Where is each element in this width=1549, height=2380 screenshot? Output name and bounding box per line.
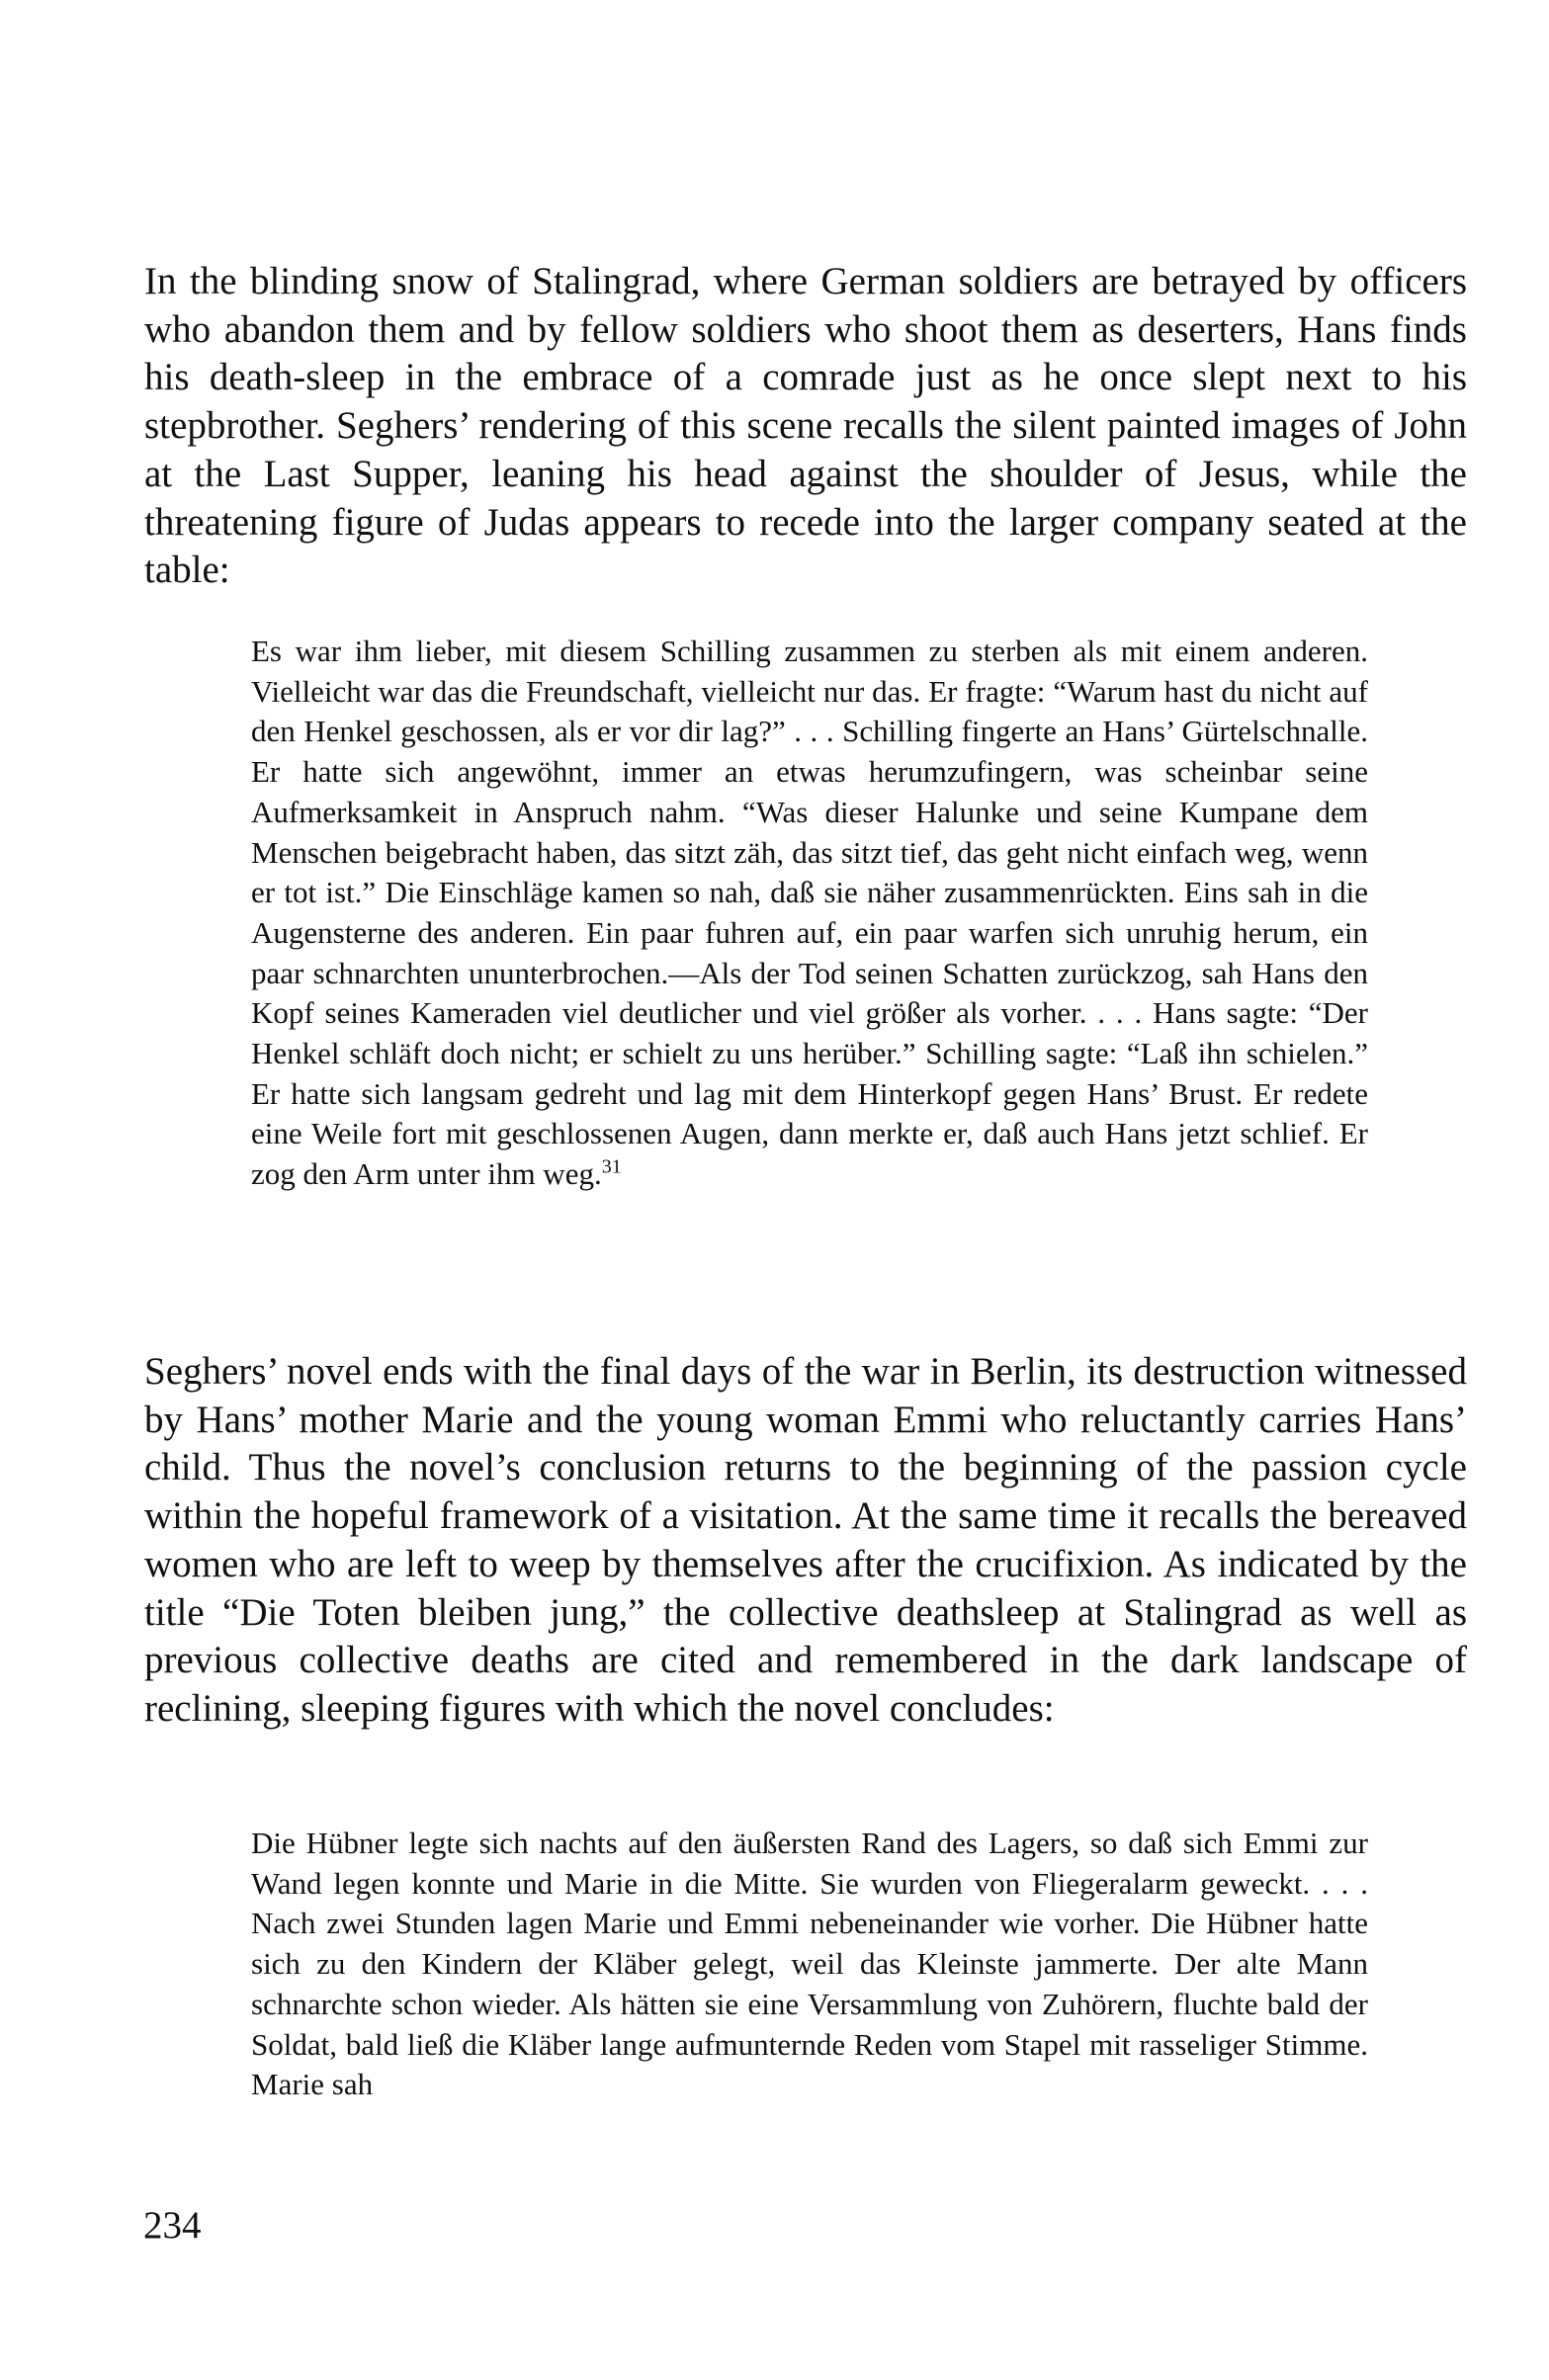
block-quote-schilling [251,632,1368,1195]
block-quote-huebner: Die Hübner legte sich nachts auf den äußersten Rand des Lagers, so daß sich Emmi zur Wand legen konnte und Marie in die Mitte. Sie wurden von Fliegeralarm geweckt. . . . Nach zwei Stunden lagen Marie und Emmi nebeneinander wie vorher. Die Hübner hatte sich zu den Kindern der Kläber gelegt, weil das Kleinste jammerte. Der alte Mann schnarchte schon wieder. Als hätten sie eine Versammlung von Zuhörern, fluchte bald der Soldat, bald ließ die Kläber lange aufmunternde Reden vom Stapel mit rasseliger Stimme. Marie sah [251,1826,1368,2102]
body-paragraph-stalingrad: In the blinding snow of Stalingrad, where German soldiers are betrayed by officers who abandon them and by fellow soldiers who shoot them as deserters, Hans finds his death-sleep in the embrace of a comrade just as he once slept next to his stepbrother. Seghers’ rendering of this scene recalls the silent painted images of John at the Last Supper, leaning his head against the shoulder of Jesus, while the threatening figure of Judas appears to recede into the larger company seated at the table: [144,260,1467,592]
body-paragraph-novel-ending: Seghers’ novel ends with the final days of the war in Berlin, its destruction witnessed by Hans’ mother Marie and the young woman Emmi who reluctantly carries Hans’ child. Thus the novel’s conclusion returns to the beginning of the passion cycle within the hopeful framework of a visitation. At the same time it recalls the bereaved women who are left to weep by themselves after the crucifixion. As indicated by the title “Die Toten bleiben jung,” the collective deathsleep at Stalingrad as well as previous collective deaths are cited and remembered in the dark landscape of reclining, sleeping figures with which the novel concludes: [144,1350,1467,1730]
block-quote-schilling-text: Es war ihm lieber, mit diesem Schilling zusammen zu sterben als mit einem anderen. Vielleicht war das die Freundschaft, vielleicht nur das. Er fragte: “Warum hast du nicht auf den Henkel geschossen, als er vor dir lag?” . . . Schilling fingerte an Hans’ Gürtelschnalle. Er hatte sich angewöhnt, immer an etwas herumzufingern, was scheinbar seine Aufmerksamkeit in Anspruch nahm. “Was dieser Halunke und seine Kumpane dem Menschen beigebracht haben, das sitzt zäh, das sitzt tief, das geht nicht einfach weg, wenn er tot ist.” Die Einschläge kamen so nah, daß sie näher zusammenrückten. Eins sah in die Augensterne des anderen. Ein paar fuhren auf, ein paar warfen sich unruhig herum, ein paar schnarchten ununterbrochen.—Als der Tod seinen Schatten zurückzog, sah Hans den Kopf seines Kameraden viel deutlicher und viel größer als vorher. . . . Hans sagte: “Der Henkel schläft doch nicht; er schielt zu uns herüber.” Schilling sagte: “Laß ihn schielen.” Er hatte sich langsam gedreht und lag mit dem Hinterkopf gegen Hans’ Brust. Er redete eine Weile fort mit geschlossenen Augen, dann merkte er, daß auch Hans jetzt schlief. Er zog den Arm unter ihm weg. [251,634,1368,1192]
footnote-marker: 31 [601,1155,622,1178]
page-number: 234 [143,2204,202,2247]
